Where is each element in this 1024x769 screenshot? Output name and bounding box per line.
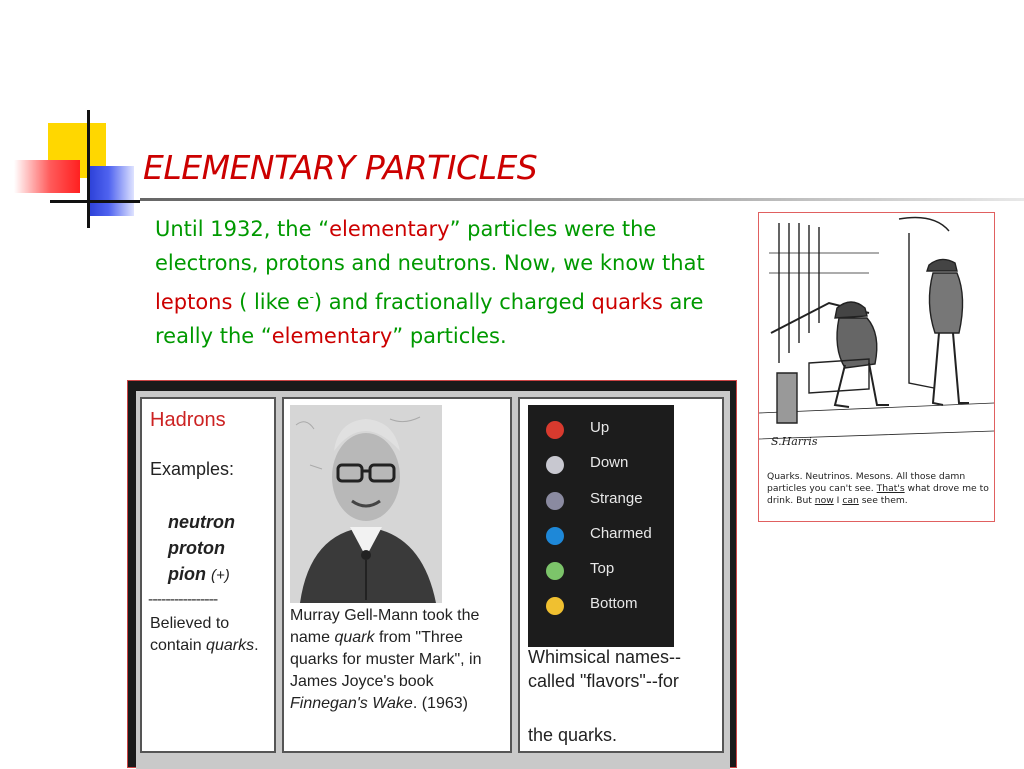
whimsical-text: Whimsical names--called "flavors"--for	[528, 647, 682, 691]
body-text-5: are really the “	[155, 290, 704, 348]
gell-mann-panel	[282, 397, 512, 753]
flavor-top-dot	[546, 562, 564, 580]
body-text-2: ” particles were the electrons, protons and neutrons. Now, we know that	[155, 217, 705, 275]
term-leptons: leptons	[155, 290, 233, 314]
example-pion-row	[168, 561, 235, 589]
body-text-3: ( like e	[232, 290, 310, 314]
gell-text-5: . (1963)	[412, 695, 468, 712]
gell-finnegans-wake: Finnegan's Wake	[290, 695, 413, 712]
term-quarks: quarks	[591, 290, 663, 314]
flavor-bottom-label: Bottom	[590, 595, 638, 612]
title-decoration-blue	[88, 166, 134, 216]
example-neutron: neutron	[168, 512, 235, 532]
gell-mann-photo	[290, 405, 442, 603]
title-decoration-vertical-line	[87, 110, 90, 228]
hadrons-heading: Hadrons	[150, 409, 226, 431]
body-text-1: Until 1932, the “	[155, 217, 330, 241]
believed-text	[150, 613, 274, 657]
figure-inner	[136, 391, 730, 769]
believed-text-3: .	[254, 637, 259, 654]
divider-dashes: ----------------	[148, 591, 218, 608]
body-paragraph	[155, 212, 740, 353]
term-elementary-1: elementary	[329, 217, 450, 241]
gell-mann-caption	[290, 605, 508, 715]
caption-text-4: see them.	[858, 495, 908, 506]
gell-text-3: from "Three quarks for muster Mark", in James Joyce's book	[290, 629, 482, 690]
caption-underline-now: now	[814, 495, 834, 506]
flavor-strange-label: Strange	[590, 490, 643, 507]
examples-list	[168, 509, 235, 589]
caption-text-2: what drove me to drink. But	[767, 483, 989, 506]
flavors-panel	[518, 397, 724, 753]
flavor-up-label: Up	[590, 419, 610, 436]
flavor-down-dot	[546, 456, 564, 474]
hadrons-figure	[127, 380, 737, 768]
examples-label: Examples:	[150, 459, 235, 479]
cartoon-caption	[767, 471, 991, 507]
title-underline	[140, 198, 1024, 201]
believed-quarks: quarks	[206, 637, 255, 654]
cartoon-signature: S.Harris	[771, 435, 818, 448]
body-text-4: ) and fractionally charged	[313, 290, 592, 314]
believed-text-1: Believed to contain	[150, 615, 230, 654]
gell-mann-portrait	[290, 405, 442, 603]
title-decoration-red	[14, 160, 80, 193]
flavor-strange-dot	[546, 492, 564, 510]
flavor-charmed-dot	[546, 527, 564, 545]
flavor-legend	[528, 405, 674, 647]
caption-text-3: I	[833, 495, 843, 506]
the-quarks-text: the quarks.	[528, 725, 618, 745]
example-pion: pion	[168, 564, 206, 584]
flavor-bottom-dot	[546, 597, 564, 615]
flavor-down-label: Down	[590, 454, 629, 471]
cartoon-image	[758, 212, 995, 522]
cartoon-drawing	[759, 213, 994, 471]
slide-title: ELEMENTARY PARTICLES	[143, 148, 538, 187]
term-elementary-2: elementary	[271, 324, 393, 348]
caption-text-1: Quarks. Neutrinos. Mesons. All those damn particles you can't see.	[767, 471, 966, 494]
pion-suffix: (+)	[211, 567, 230, 584]
caption-underline-can: can	[842, 495, 859, 506]
example-proton: proton	[168, 538, 225, 558]
title-decoration-horizontal-line	[50, 200, 140, 203]
flavor-top-label: Top	[590, 560, 615, 577]
body-text-6: ” particles.	[392, 324, 507, 348]
gell-quark: quark	[334, 629, 375, 646]
gell-text-1: Murray Gell-Mann took the name	[290, 607, 480, 646]
caption-underline-thats: That's	[876, 483, 905, 494]
electron-charge-sup: -	[309, 290, 314, 304]
flavor-charmed-label: Charmed	[590, 525, 652, 542]
flavor-up-dot	[546, 421, 564, 439]
hadrons-panel	[140, 397, 276, 753]
